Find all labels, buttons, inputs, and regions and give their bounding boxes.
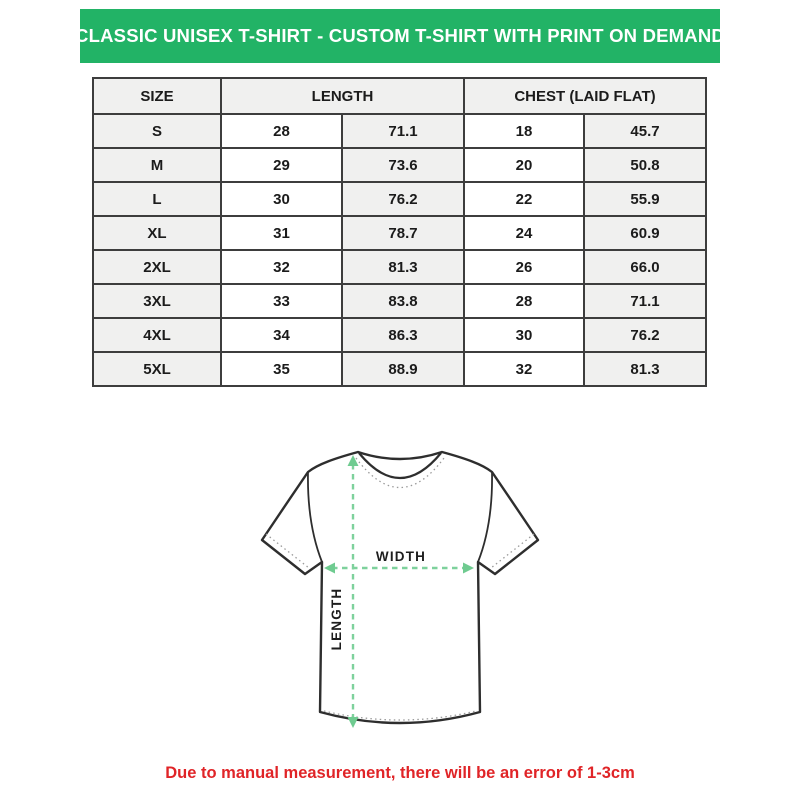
chest-in-cell: 28 [464,284,584,318]
length-cm-cell: 88.9 [342,352,464,386]
table-header-row [93,78,706,114]
size-cell: L [93,182,221,216]
length-in-cell: 29 [221,148,342,182]
length-cm-cell: 71.1 [342,114,464,148]
table-row [93,352,706,386]
table-row [93,148,706,182]
table-row [93,216,706,250]
chest-cm-cell: 45.7 [584,114,706,148]
chest-cm-cell: 55.9 [584,182,706,216]
length-in-cell: 33 [221,284,342,318]
column-header-size: SIZE [93,78,221,114]
length-cm-cell: 86.3 [342,318,464,352]
chest-cm-cell: 76.2 [584,318,706,352]
chest-in-cell: 18 [464,114,584,148]
length-cm-cell: 78.7 [342,216,464,250]
size-cell: 4XL [93,318,221,352]
chest-in-cell: 26 [464,250,584,284]
length-in-cell: 30 [221,182,342,216]
chest-cm-cell: 50.8 [584,148,706,182]
chest-in-cell: 24 [464,216,584,250]
width-label: WIDTH [375,549,427,564]
size-cell: 2XL [93,250,221,284]
length-label: LENGTH [329,587,344,651]
length-cm-cell: 76.2 [342,182,464,216]
chest-in-cell: 30 [464,318,584,352]
table-row [93,250,706,284]
chest-in-cell: 20 [464,148,584,182]
chest-cm-cell: 66.0 [584,250,706,284]
length-cm-cell: 83.8 [342,284,464,318]
size-cell: 5XL [93,352,221,386]
chest-cm-cell: 71.1 [584,284,706,318]
length-in-cell: 34 [221,318,342,352]
table-row [93,318,706,352]
tshirt-measurement-diagram [245,435,555,745]
size-cell: M [93,148,221,182]
chest-cm-cell: 60.9 [584,216,706,250]
title-banner [75,9,725,63]
chest-cm-cell: 81.3 [584,352,706,386]
table-row [93,284,706,318]
tshirt-outline [262,452,538,723]
size-chart-table [92,77,707,387]
page-title: CLASSIC UNISEX T-SHIRT - CUSTOM T-SHIRT WITH PRINT ON DEMAND [75,25,725,46]
length-cm-cell: 81.3 [342,250,464,284]
size-cell: S [93,114,221,148]
column-header-length: LENGTH [221,78,464,114]
size-cell: 3XL [93,284,221,318]
size-cell: XL [93,216,221,250]
table-row [93,114,706,148]
length-cm-cell: 73.6 [342,148,464,182]
column-header-chest: CHEST (LAID FLAT) [464,78,706,114]
length-in-cell: 28 [221,114,342,148]
length-in-cell: 31 [221,216,342,250]
table-row [93,182,706,216]
length-arrowhead-bottom [348,717,359,728]
measurement-error-note: Due to manual measurement, there will be an error of 1-3cm [165,764,635,782]
length-in-cell: 35 [221,352,342,386]
chest-in-cell: 22 [464,182,584,216]
length-in-cell: 32 [221,250,342,284]
chest-in-cell: 32 [464,352,584,386]
